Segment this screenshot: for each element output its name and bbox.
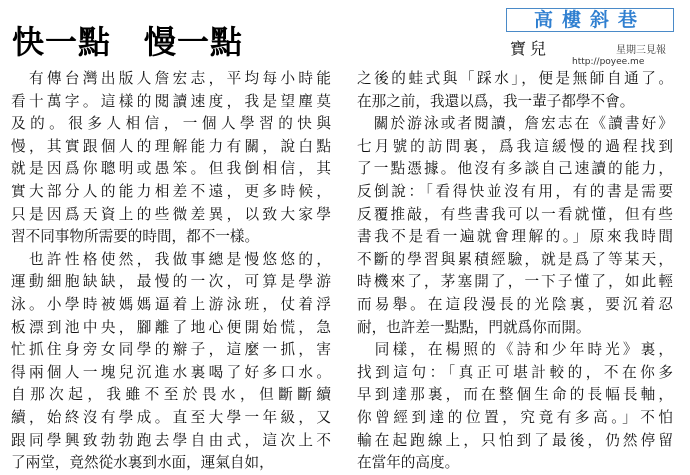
text-line: 實大部分人的能力相差不遠，更多時候， [11,182,331,200]
text-line: 泳。小學時被媽媽逼着上游泳班，仗着浮 [11,295,331,313]
text-line: 而易舉。在這段漫長的光陰裏，要沉着忍 [357,295,673,313]
text-line: 時機來了，茅塞開了，一下子懂了，如此輕 [357,273,673,291]
text-line: 自那次起，我雖不至於畏水，但斷斷續 [11,386,331,404]
text-line: 之後的蛙式與「踩水」，便是無師自通了。 [357,70,673,87]
text-line: 跟同學興致勃勃跑去學自由式，這次上不 [11,431,331,449]
article-title: 快一點 慢一點 [12,23,244,61]
text-line: 不斷的學習與累積經驗，就是爲了等某天， [357,250,673,268]
text-line: 習不同事物所需要的時間，都不一樣。 [11,228,260,246]
text-line: 有傳台灣出版人詹宏志，平均每小時能 [11,70,331,87]
publication-schedule: 星期三見報 [616,45,666,56]
text-line: 找到這句：「真正可堪計較的，不在你多 [357,363,673,381]
text-line: 了兩堂，竟然從水裏到水面，運氣自如， [11,454,274,472]
text-line: 在那之前，我還以爲，我一輩子都學不會。 [357,92,635,110]
text-line: 只是因爲天資上的些微差異，以致大家學 [11,205,331,223]
text-line: 耐，也許差一點點，門就爲你而開。 [357,318,591,336]
text-line: 看十萬字。這樣的閱讀速度，我是望塵莫 [11,92,331,110]
column-box-right-rule [673,8,674,32]
text-line: 就是因爲你聰明或愚笨。但我倒相信，其 [11,160,331,178]
text-line: 早到達那裏，而在整個生命的長幅長軸， [357,386,673,404]
text-line: 忙抓住身旁女同學的辮子，這麼一抓，害 [11,341,331,359]
text-line: 慢，其實跟個人的理解能力有關，說白點 [11,137,331,155]
article-body-right-column [357,68,673,475]
author-name: 寶兒 [510,39,551,58]
text-line: 了一點憑據。他沒有多談自己速讀的能力， [357,160,673,178]
text-line: 得兩個人一塊兒沉進水裏喝了好多口水。 [11,363,331,381]
text-line: 運動細胞缺缺，最慢的一次，可算是學游 [11,273,331,291]
text-line: 你曾經到達的位置，究竟有多高。」不怕 [357,408,673,426]
text-line: 續，始終沒有學成。直至大學一年級，又 [11,408,331,426]
text-line: 關於游泳或者閱讀，詹宏志在《讀書好》 [357,115,673,133]
text-line: 也許性格使然，我做事總是慢悠悠的， [11,250,331,268]
text-line: 及的。很多人相信，一個人學習的快與 [11,115,331,133]
text-line: 反倒說：「看得快並沒有用，有的書是需要 [357,182,673,200]
text-line: 七月號的訪問裏，爲我這緩慢的過程找到 [357,137,673,155]
author-url[interactable]: http://poyee.me [572,57,645,67]
text-line: 在當年的高度。 [357,454,460,472]
text-line: 反覆推敲，有些書我可以一看就懂，但有些 [357,205,673,223]
text-line: 同樣，在楊照的《詩和少年時光》裏， [357,341,673,359]
text-line: 輸在起跑線上，只怕到了最後，仍然停留 [357,431,673,449]
article-body-left-column [11,68,331,475]
column-name: 高樓斜巷 [533,9,646,31]
text-line: 板漂到池中央，腳離了地心便開始慌，急 [11,318,331,336]
text-line: 書我不是看一遍就會理解的。」原來我時間 [357,228,673,246]
column-header [506,8,682,72]
column-name-box [506,8,674,32]
